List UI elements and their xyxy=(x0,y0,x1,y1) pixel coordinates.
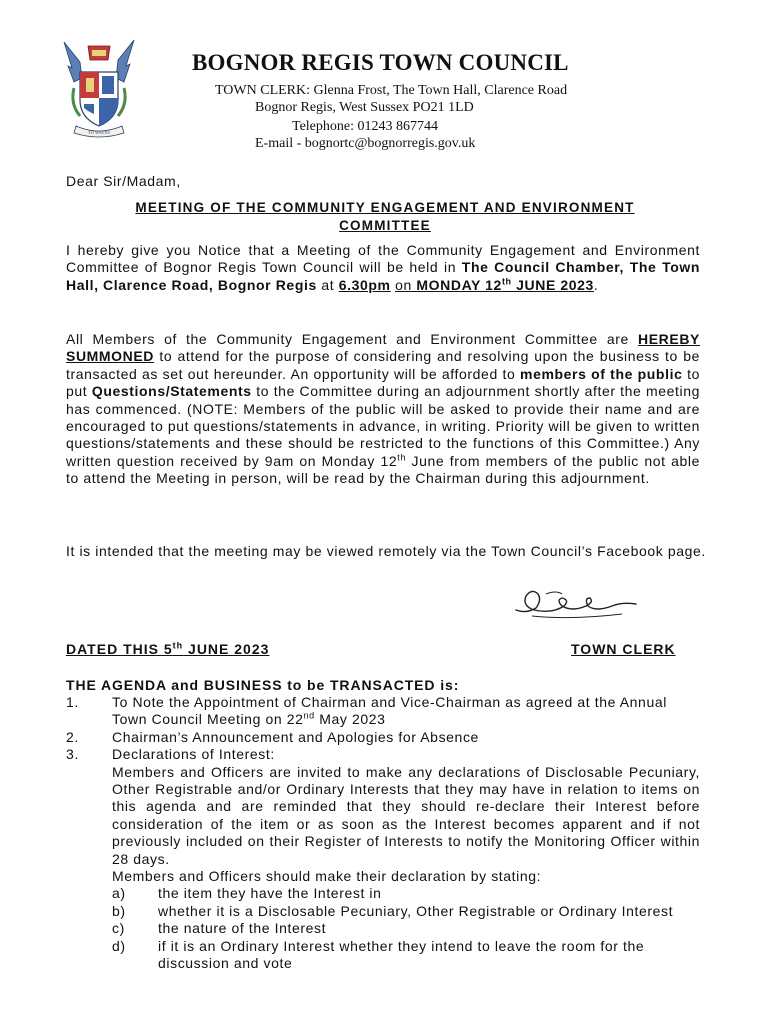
dated-sup: th xyxy=(172,640,184,651)
declarations-statement: Members and Officers should make their declaration by stating: xyxy=(112,868,542,885)
clerk-address-line: TOWN CLERK: Glenna Frost, The Town Hall, Clarence Road xyxy=(215,83,568,98)
declaration-sub-item xyxy=(112,938,700,973)
summons-sup: th xyxy=(397,452,406,463)
agenda-item-text: To Note the Appointment of Chairman and Vice-Chairman as agreed at the Annual Town Council Meeting on 22 xyxy=(112,694,667,728)
sub-item-letter: d) xyxy=(112,937,126,954)
dated-line xyxy=(66,641,269,657)
agenda-item-sup: nd xyxy=(303,710,315,721)
notice-date-rest: JUNE 2023 xyxy=(516,276,594,293)
summons-members: members of the public xyxy=(520,365,683,382)
meeting-heading: MEETING OF THE COMMUNITY ENGAGEMENT AND ENVIRONMENT COMMITTEE xyxy=(135,200,635,233)
summons-text-1: All Members of the Community Engagement and Environment Committee are xyxy=(66,331,629,347)
summons-text-3: to put xyxy=(66,365,700,400)
agenda-item-text: Declarations of Interest: xyxy=(112,746,275,763)
declaration-sub-item xyxy=(112,903,700,920)
agenda-item xyxy=(66,694,700,729)
notice-end: . xyxy=(593,276,599,293)
notice-on: on xyxy=(395,276,412,293)
council-crest-icon xyxy=(58,38,140,138)
agenda-item-text-after: May 2023 xyxy=(319,711,386,728)
clerk-signature-icon xyxy=(512,580,640,622)
council-name: BOGNOR REGIS TOWN COUNCIL xyxy=(192,50,569,75)
summons-hereby: HEREBY SUMMONED xyxy=(66,331,700,365)
agenda-title: THE AGENDA and BUSINESS to be TRANSACTED is: xyxy=(66,677,460,693)
town-clerk-label: TOWN CLERK xyxy=(571,641,676,657)
email-line: E-mail - bognortc@bognorregis.gov.uk xyxy=(255,136,476,151)
agenda-item xyxy=(66,746,700,972)
summons-text-5: June from members of the public not able to attend the Meeting in person, will be read by the Chairman during this adjournment. xyxy=(66,452,701,487)
notice-date-sup: th xyxy=(501,276,512,287)
town-address-line: Bognor Regis, West Sussex PO21 1LD xyxy=(255,100,474,115)
agenda-item-text: Chairman’s Announcement and Apologies for Absence xyxy=(112,728,479,745)
sub-item-letter: c) xyxy=(112,920,125,937)
agenda-item xyxy=(66,729,700,746)
sub-item-text: whether it is a Disclosable Pecuniary, Other Registrable or Ordinary Interest xyxy=(158,902,674,919)
summons-text-2: to attend for the purpose of considering and resolving upon the business to be transacted as set out hereunder. An opportunity will be afforded to xyxy=(66,348,700,382)
summons-text-4: to the Committee during an adjournment shortly after the meeting has commenced. (NOTE: Members of the public will be asked to provide their name and are encouraged to put questions/statements in advance, in writing. Priority will be given to written questions/statements and these should be restricted to the functions of this Committee.) Any written question received by 9am on Monday 12 xyxy=(66,383,700,469)
agenda-item-number: 3. xyxy=(66,746,79,763)
sub-item-letter: b) xyxy=(112,902,126,919)
notice-at: at xyxy=(321,276,335,293)
svg-text:TO WAVES: TO WAVES xyxy=(88,130,110,135)
remote-paragraph: It is intended that the meeting may be viewed remotely via the Town Council’s Facebook page. xyxy=(66,543,706,559)
notice-venue: The Council Chamber, The Town Hall, Clarence Road, Bognor Regis xyxy=(66,259,701,293)
sub-item-text: the nature of the Interest xyxy=(158,920,327,937)
agenda-item-number: 1. xyxy=(66,694,79,710)
notice-time: 6.30pm xyxy=(338,276,391,293)
sub-item-text: the item they have the Interest in xyxy=(158,885,382,902)
sub-item-letter: a) xyxy=(112,885,126,902)
notice-date-day: MONDAY 12 xyxy=(416,276,502,293)
dated-label: DATED THIS 5 xyxy=(66,641,173,657)
declaration-sub-item xyxy=(112,920,700,937)
dated-rest: JUNE 2023 xyxy=(188,641,270,657)
agenda-item-number: 2. xyxy=(66,728,79,745)
agenda-list xyxy=(66,694,700,973)
declaration-sub-item xyxy=(112,885,700,902)
salutation: Dear Sir/Madam, xyxy=(66,173,181,189)
sub-item-text: if it is an Ordinary Interest whether they intend to leave the room for the discussion and vote xyxy=(158,937,645,972)
notice-text: I hereby give you Notice that a Meeting of the Community Engagement and Environment Committee of Bognor Regis Town Council will be held in xyxy=(66,242,700,276)
summons-questions: Questions/Statements xyxy=(91,383,252,400)
notice-paragraph xyxy=(66,242,700,294)
summons-paragraph xyxy=(66,331,700,488)
declarations-paragraph: Members and Officers are invited to make any declarations of Disclosable Pecuniary, Other Registrable and/or Ordinary Interests that they may have in relation to items on this agenda and are reminded that they should re-declare their Interest before consideration of the item or as soon as the Interest becomes apparent and if not previously included on their Register of Interests to notify the Monitoring Officer within 28 days. xyxy=(112,763,700,867)
telephone-line: Telephone: 01243 867744 xyxy=(292,119,438,134)
